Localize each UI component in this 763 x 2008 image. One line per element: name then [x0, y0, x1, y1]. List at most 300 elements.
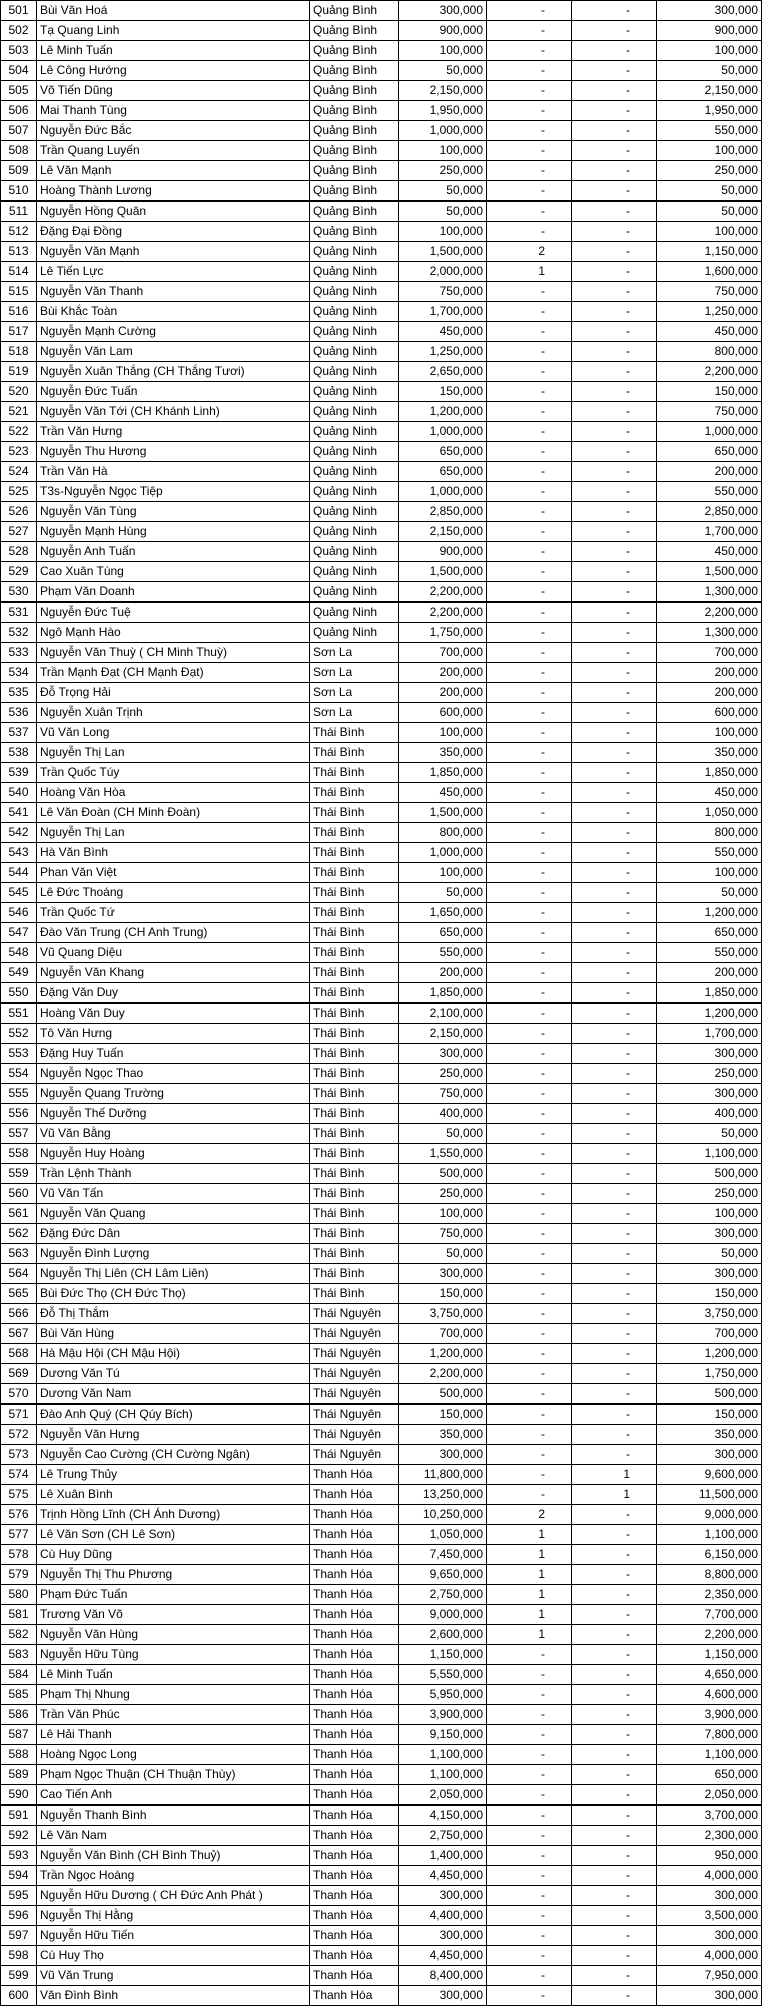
count-a-cell[interactable]: - — [487, 1264, 572, 1284]
amount-cell[interactable]: 250,000 — [399, 1184, 487, 1204]
customer-name-cell[interactable]: Dương Văn Nam — [37, 1384, 310, 1405]
customer-name-cell[interactable]: Cù Huy Dũng — [37, 1545, 310, 1565]
row-number-cell[interactable]: 535 — [1, 683, 37, 703]
province-cell[interactable]: Thanh Hóa — [310, 1665, 399, 1685]
total-cell[interactable]: 4,650,000 — [657, 1665, 762, 1685]
count-a-cell[interactable]: - — [487, 963, 572, 983]
amount-cell[interactable]: 4,150,000 — [399, 1805, 487, 1826]
total-cell[interactable]: 300,000 — [657, 1445, 762, 1465]
row-number-cell[interactable]: 542 — [1, 823, 37, 843]
count-a-cell[interactable]: - — [487, 522, 572, 542]
customer-name-cell[interactable]: Đào Văn Trung (CH Anh Trung) — [37, 923, 310, 943]
row-number-cell[interactable]: 545 — [1, 883, 37, 903]
customer-name-cell[interactable]: Đào Anh Quý (CH Qúy Bích) — [37, 1404, 310, 1425]
total-cell[interactable]: 450,000 — [657, 783, 762, 803]
total-cell[interactable]: 300,000 — [657, 1926, 762, 1946]
total-cell[interactable]: 250,000 — [657, 1184, 762, 1204]
count-b-cell[interactable]: - — [572, 803, 657, 823]
total-cell[interactable]: 11,500,000 — [657, 1485, 762, 1505]
count-a-cell[interactable]: - — [487, 643, 572, 663]
count-b-cell[interactable]: - — [572, 1986, 657, 2006]
province-cell[interactable]: Thái Bình — [310, 1184, 399, 1204]
province-cell[interactable]: Thanh Hóa — [310, 1705, 399, 1725]
row-number-cell[interactable]: 513 — [1, 242, 37, 262]
amount-cell[interactable]: 1,400,000 — [399, 1846, 487, 1866]
row-number-cell[interactable]: 595 — [1, 1886, 37, 1906]
row-number-cell[interactable]: 596 — [1, 1906, 37, 1926]
count-b-cell[interactable]: - — [572, 1906, 657, 1926]
row-number-cell[interactable]: 589 — [1, 1765, 37, 1785]
province-cell[interactable]: Thanh Hóa — [310, 1725, 399, 1745]
count-a-cell[interactable]: - — [487, 602, 572, 623]
row-number-cell[interactable]: 504 — [1, 61, 37, 81]
province-cell[interactable]: Quảng Bình — [310, 101, 399, 121]
count-b-cell[interactable]: - — [572, 41, 657, 61]
amount-cell[interactable]: 1,000,000 — [399, 121, 487, 141]
amount-cell[interactable]: 100,000 — [399, 1204, 487, 1224]
row-number-cell[interactable]: 572 — [1, 1425, 37, 1445]
row-number-cell[interactable]: 511 — [1, 201, 37, 222]
count-a-cell[interactable]: - — [487, 1404, 572, 1425]
amount-cell[interactable]: 500,000 — [399, 1164, 487, 1184]
row-number-cell[interactable]: 541 — [1, 803, 37, 823]
amount-cell[interactable]: 650,000 — [399, 462, 487, 482]
total-cell[interactable]: 2,150,000 — [657, 81, 762, 101]
total-cell[interactable]: 1,750,000 — [657, 1364, 762, 1384]
row-number-cell[interactable]: 555 — [1, 1084, 37, 1104]
amount-cell[interactable]: 9,150,000 — [399, 1725, 487, 1745]
count-b-cell[interactable]: - — [572, 81, 657, 101]
province-cell[interactable]: Quảng Bình — [310, 121, 399, 141]
row-number-cell[interactable]: 526 — [1, 502, 37, 522]
amount-cell[interactable]: 2,000,000 — [399, 262, 487, 282]
amount-cell[interactable]: 1,100,000 — [399, 1745, 487, 1765]
row-number-cell[interactable]: 556 — [1, 1104, 37, 1124]
amount-cell[interactable]: 1,650,000 — [399, 903, 487, 923]
total-cell[interactable]: 700,000 — [657, 643, 762, 663]
province-cell[interactable]: Quảng Ninh — [310, 342, 399, 362]
total-cell[interactable]: 1,150,000 — [657, 1645, 762, 1665]
total-cell[interactable]: 50,000 — [657, 1124, 762, 1144]
province-cell[interactable]: Thái Bình — [310, 803, 399, 823]
amount-cell[interactable]: 1,100,000 — [399, 1765, 487, 1785]
count-b-cell[interactable]: - — [572, 623, 657, 643]
total-cell[interactable]: 550,000 — [657, 943, 762, 963]
province-cell[interactable]: Thái Nguyên — [310, 1384, 399, 1405]
amount-cell[interactable]: 2,150,000 — [399, 81, 487, 101]
total-cell[interactable]: 1,700,000 — [657, 522, 762, 542]
total-cell[interactable]: 4,600,000 — [657, 1685, 762, 1705]
total-cell[interactable]: 4,000,000 — [657, 1866, 762, 1886]
count-b-cell[interactable]: - — [572, 823, 657, 843]
total-cell[interactable]: 200,000 — [657, 462, 762, 482]
customer-name-cell[interactable]: Trần Văn Phúc — [37, 1705, 310, 1725]
customer-name-cell[interactable]: Nguyễn Hữu Tiến — [37, 1926, 310, 1946]
total-cell[interactable]: 2,200,000 — [657, 602, 762, 623]
customer-name-cell[interactable]: Nguyễn Thị Lan — [37, 823, 310, 843]
row-number-cell[interactable]: 598 — [1, 1946, 37, 1966]
province-cell[interactable]: Thái Bình — [310, 1144, 399, 1164]
province-cell[interactable]: Quảng Bình — [310, 181, 399, 202]
row-number-cell[interactable]: 565 — [1, 1284, 37, 1304]
count-b-cell[interactable]: - — [572, 302, 657, 322]
amount-cell[interactable]: 1,000,000 — [399, 843, 487, 863]
row-number-cell[interactable]: 570 — [1, 1384, 37, 1405]
customer-name-cell[interactable]: Nguyễn Mạnh Hùng — [37, 522, 310, 542]
count-a-cell[interactable]: - — [487, 1003, 572, 1024]
count-b-cell[interactable]: - — [572, 1685, 657, 1705]
row-number-cell[interactable]: 539 — [1, 763, 37, 783]
row-number-cell[interactable]: 531 — [1, 602, 37, 623]
customer-name-cell[interactable]: Nguyễn Thị Liên (CH Lâm Liên) — [37, 1264, 310, 1284]
province-cell[interactable]: Thanh Hóa — [310, 1505, 399, 1525]
customer-name-cell[interactable]: Đỗ Thị Thắm — [37, 1304, 310, 1324]
amount-cell[interactable]: 2,200,000 — [399, 1364, 487, 1384]
customer-name-cell[interactable]: Ngô Mạnh Hào — [37, 623, 310, 643]
customer-name-cell[interactable]: Bùi Văn Hùng — [37, 1324, 310, 1344]
count-b-cell[interactable]: - — [572, 843, 657, 863]
row-number-cell[interactable]: 520 — [1, 382, 37, 402]
customer-name-cell[interactable]: Trần Lệnh Thành — [37, 1164, 310, 1184]
count-b-cell[interactable]: - — [572, 1725, 657, 1745]
count-b-cell[interactable]: - — [572, 743, 657, 763]
customer-name-cell[interactable]: Võ Tiến Dũng — [37, 81, 310, 101]
count-b-cell[interactable]: - — [572, 1184, 657, 1204]
amount-cell[interactable]: 1,500,000 — [399, 803, 487, 823]
row-number-cell[interactable]: 577 — [1, 1525, 37, 1545]
count-b-cell[interactable]: - — [572, 562, 657, 582]
count-b-cell[interactable]: - — [572, 1284, 657, 1304]
province-cell[interactable]: Thanh Hóa — [310, 1986, 399, 2006]
count-b-cell[interactable]: - — [572, 201, 657, 222]
province-cell[interactable]: Thái Nguyên — [310, 1304, 399, 1324]
row-number-cell[interactable]: 550 — [1, 983, 37, 1004]
count-b-cell[interactable]: - — [572, 1084, 657, 1104]
count-a-cell[interactable]: - — [487, 903, 572, 923]
row-number-cell[interactable]: 502 — [1, 21, 37, 41]
count-b-cell[interactable]: - — [572, 1846, 657, 1866]
total-cell[interactable]: 8,800,000 — [657, 1565, 762, 1585]
row-number-cell[interactable]: 512 — [1, 222, 37, 242]
total-cell[interactable]: 150,000 — [657, 1404, 762, 1425]
amount-cell[interactable]: 300,000 — [399, 1886, 487, 1906]
count-a-cell[interactable]: - — [487, 1866, 572, 1886]
customer-name-cell[interactable]: Nguyễn Văn Lam — [37, 342, 310, 362]
count-b-cell[interactable]: - — [572, 1064, 657, 1084]
province-cell[interactable]: Quảng Ninh — [310, 362, 399, 382]
customer-name-cell[interactable]: Tạ Quang Linh — [37, 21, 310, 41]
province-cell[interactable]: Thanh Hóa — [310, 1485, 399, 1505]
total-cell[interactable]: 800,000 — [657, 823, 762, 843]
count-b-cell[interactable]: - — [572, 1425, 657, 1445]
count-a-cell[interactable]: - — [487, 181, 572, 202]
amount-cell[interactable]: 750,000 — [399, 1224, 487, 1244]
amount-cell[interactable]: 550,000 — [399, 943, 487, 963]
row-number-cell[interactable]: 568 — [1, 1344, 37, 1364]
count-b-cell[interactable]: - — [572, 602, 657, 623]
province-cell[interactable]: Thái Bình — [310, 883, 399, 903]
customer-name-cell[interactable]: Cao Xuân Tùng — [37, 562, 310, 582]
amount-cell[interactable]: 2,200,000 — [399, 582, 487, 603]
count-a-cell[interactable]: - — [487, 1324, 572, 1344]
customer-name-cell[interactable]: Phạm Thị Nhung — [37, 1685, 310, 1705]
province-cell[interactable]: Thái Nguyên — [310, 1344, 399, 1364]
count-b-cell[interactable]: - — [572, 342, 657, 362]
count-a-cell[interactable]: - — [487, 1685, 572, 1705]
row-number-cell[interactable]: 571 — [1, 1404, 37, 1425]
count-b-cell[interactable]: - — [572, 1264, 657, 1284]
count-a-cell[interactable]: - — [487, 843, 572, 863]
amount-cell[interactable]: 50,000 — [399, 883, 487, 903]
province-cell[interactable]: Thái Bình — [310, 1224, 399, 1244]
customer-name-cell[interactable]: Nguyễn Thanh Bình — [37, 1805, 310, 1826]
customer-name-cell[interactable]: Lê Minh Tuấn — [37, 41, 310, 61]
total-cell[interactable]: 1,100,000 — [657, 1144, 762, 1164]
total-cell[interactable]: 250,000 — [657, 161, 762, 181]
amount-cell[interactable]: 1,200,000 — [399, 1344, 487, 1364]
row-number-cell[interactable]: 564 — [1, 1264, 37, 1284]
count-a-cell[interactable]: - — [487, 1304, 572, 1324]
total-cell[interactable]: 1,850,000 — [657, 763, 762, 783]
count-b-cell[interactable]: - — [572, 1144, 657, 1164]
customer-name-cell[interactable]: Trần Văn Hà — [37, 462, 310, 482]
total-cell[interactable]: 100,000 — [657, 141, 762, 161]
count-b-cell[interactable]: - — [572, 582, 657, 603]
amount-cell[interactable]: 2,050,000 — [399, 1785, 487, 1806]
row-number-cell[interactable]: 590 — [1, 1785, 37, 1806]
total-cell[interactable]: 1,000,000 — [657, 422, 762, 442]
row-number-cell[interactable]: 544 — [1, 863, 37, 883]
row-number-cell[interactable]: 600 — [1, 1986, 37, 2006]
count-a-cell[interactable]: - — [487, 1705, 572, 1725]
customer-name-cell[interactable]: Nguyễn Đức Tuấn — [37, 382, 310, 402]
customer-name-cell[interactable]: Nguyễn Đình Lượng — [37, 1244, 310, 1264]
amount-cell[interactable]: 100,000 — [399, 141, 487, 161]
province-cell[interactable]: Thái Bình — [310, 1284, 399, 1304]
count-a-cell[interactable]: - — [487, 21, 572, 41]
customer-name-cell[interactable]: Lê Trung Thủy — [37, 1465, 310, 1485]
total-cell[interactable]: 7,800,000 — [657, 1725, 762, 1745]
province-cell[interactable]: Quảng Ninh — [310, 402, 399, 422]
amount-cell[interactable]: 4,450,000 — [399, 1946, 487, 1966]
count-b-cell[interactable]: - — [572, 1404, 657, 1425]
count-a-cell[interactable]: - — [487, 683, 572, 703]
customer-name-cell[interactable]: Phạm Ngọc Thuận (CH Thuận Thùy) — [37, 1765, 310, 1785]
total-cell[interactable]: 350,000 — [657, 743, 762, 763]
count-b-cell[interactable]: - — [572, 1324, 657, 1344]
total-cell[interactable]: 1,700,000 — [657, 1024, 762, 1044]
customer-name-cell[interactable]: Nguyễn Văn Quang — [37, 1204, 310, 1224]
total-cell[interactable]: 300,000 — [657, 1044, 762, 1064]
row-number-cell[interactable]: 540 — [1, 783, 37, 803]
row-number-cell[interactable]: 560 — [1, 1184, 37, 1204]
amount-cell[interactable]: 350,000 — [399, 1425, 487, 1445]
amount-cell[interactable]: 150,000 — [399, 1404, 487, 1425]
province-cell[interactable]: Quảng Ninh — [310, 242, 399, 262]
province-cell[interactable]: Thái Bình — [310, 1164, 399, 1184]
customer-name-cell[interactable]: Trần Mạnh Đạt (CH Mạnh Đạt) — [37, 663, 310, 683]
amount-cell[interactable]: 1,950,000 — [399, 101, 487, 121]
customer-name-cell[interactable]: Hà Văn Bình — [37, 843, 310, 863]
count-a-cell[interactable]: - — [487, 1364, 572, 1384]
province-cell[interactable]: Thanh Hóa — [310, 1645, 399, 1665]
count-a-cell[interactable]: - — [487, 222, 572, 242]
customer-name-cell[interactable]: Lê Hải Thanh — [37, 1725, 310, 1745]
count-a-cell[interactable]: - — [487, 1384, 572, 1405]
count-a-cell[interactable]: - — [487, 1906, 572, 1926]
count-b-cell[interactable]: - — [572, 1204, 657, 1224]
total-cell[interactable]: 550,000 — [657, 482, 762, 502]
row-number-cell[interactable]: 579 — [1, 1565, 37, 1585]
count-a-cell[interactable]: - — [487, 582, 572, 603]
amount-cell[interactable]: 1,500,000 — [399, 242, 487, 262]
total-cell[interactable]: 50,000 — [657, 883, 762, 903]
count-b-cell[interactable]: - — [572, 61, 657, 81]
customer-name-cell[interactable]: Vũ Văn Bằng — [37, 1124, 310, 1144]
total-cell[interactable]: 150,000 — [657, 382, 762, 402]
count-a-cell[interactable]: 1 — [487, 1545, 572, 1565]
province-cell[interactable]: Thái Bình — [310, 1104, 399, 1124]
count-b-cell[interactable]: - — [572, 382, 657, 402]
amount-cell[interactable]: 900,000 — [399, 21, 487, 41]
province-cell[interactable]: Thanh Hóa — [310, 1966, 399, 1986]
count-a-cell[interactable]: - — [487, 743, 572, 763]
total-cell[interactable]: 100,000 — [657, 1204, 762, 1224]
count-a-cell[interactable]: - — [487, 121, 572, 141]
row-number-cell[interactable]: 597 — [1, 1926, 37, 1946]
total-cell[interactable]: 3,500,000 — [657, 1906, 762, 1926]
customer-name-cell[interactable]: Bùi Khắc Toàn — [37, 302, 310, 322]
customer-name-cell[interactable]: Nguyễn Văn Tùng — [37, 502, 310, 522]
customer-name-cell[interactable]: Nguyễn Hồng Quân — [37, 201, 310, 222]
count-a-cell[interactable]: - — [487, 883, 572, 903]
customer-name-cell[interactable]: Lê Minh Tuấn — [37, 1665, 310, 1685]
count-a-cell[interactable]: - — [487, 1064, 572, 1084]
province-cell[interactable]: Quảng Ninh — [310, 482, 399, 502]
row-number-cell[interactable]: 574 — [1, 1465, 37, 1485]
count-b-cell[interactable]: - — [572, 783, 657, 803]
amount-cell[interactable]: 650,000 — [399, 923, 487, 943]
province-cell[interactable]: Thái Bình — [310, 1204, 399, 1224]
customer-name-cell[interactable]: Nguyễn Văn Hùng — [37, 1625, 310, 1645]
province-cell[interactable]: Quảng Ninh — [310, 562, 399, 582]
amount-cell[interactable]: 5,950,000 — [399, 1685, 487, 1705]
count-b-cell[interactable]: - — [572, 21, 657, 41]
amount-cell[interactable]: 1,700,000 — [399, 302, 487, 322]
count-b-cell[interactable]: - — [572, 1605, 657, 1625]
row-number-cell[interactable]: 576 — [1, 1505, 37, 1525]
count-a-cell[interactable]: 1 — [487, 1605, 572, 1625]
row-number-cell[interactable]: 593 — [1, 1846, 37, 1866]
province-cell[interactable]: Thái Nguyên — [310, 1445, 399, 1465]
count-b-cell[interactable]: - — [572, 1384, 657, 1405]
province-cell[interactable]: Thái Bình — [310, 943, 399, 963]
total-cell[interactable]: 2,300,000 — [657, 1826, 762, 1846]
amount-cell[interactable]: 1,500,000 — [399, 562, 487, 582]
customer-name-cell[interactable]: Vũ Văn Trung — [37, 1966, 310, 1986]
amount-cell[interactable]: 300,000 — [399, 1445, 487, 1465]
customer-name-cell[interactable]: Nguyễn Mạnh Cường — [37, 322, 310, 342]
amount-cell[interactable]: 100,000 — [399, 863, 487, 883]
count-a-cell[interactable]: - — [487, 161, 572, 181]
total-cell[interactable]: 3,700,000 — [657, 1805, 762, 1826]
count-a-cell[interactable]: - — [487, 1465, 572, 1485]
total-cell[interactable]: 7,700,000 — [657, 1605, 762, 1625]
customer-name-cell[interactable]: Dương Văn Tú — [37, 1364, 310, 1384]
province-cell[interactable]: Quảng Ninh — [310, 502, 399, 522]
total-cell[interactable]: 9,000,000 — [657, 1505, 762, 1525]
count-a-cell[interactable]: - — [487, 61, 572, 81]
count-a-cell[interactable]: - — [487, 1224, 572, 1244]
count-b-cell[interactable]: 1 — [572, 1465, 657, 1485]
amount-cell[interactable]: 250,000 — [399, 1064, 487, 1084]
count-b-cell[interactable]: - — [572, 1545, 657, 1565]
amount-cell[interactable]: 50,000 — [399, 1124, 487, 1144]
count-a-cell[interactable]: - — [487, 943, 572, 963]
amount-cell[interactable]: 2,650,000 — [399, 362, 487, 382]
amount-cell[interactable]: 1,050,000 — [399, 1525, 487, 1545]
amount-cell[interactable]: 500,000 — [399, 1384, 487, 1405]
amount-cell[interactable]: 300,000 — [399, 1044, 487, 1064]
row-number-cell[interactable]: 524 — [1, 462, 37, 482]
count-a-cell[interactable]: - — [487, 1785, 572, 1806]
total-cell[interactable]: 50,000 — [657, 181, 762, 202]
amount-cell[interactable]: 13,250,000 — [399, 1485, 487, 1505]
amount-cell[interactable]: 150,000 — [399, 1284, 487, 1304]
row-number-cell[interactable]: 566 — [1, 1304, 37, 1324]
province-cell[interactable]: Thái Bình — [310, 843, 399, 863]
amount-cell[interactable]: 900,000 — [399, 542, 487, 562]
count-b-cell[interactable]: - — [572, 943, 657, 963]
count-a-cell[interactable]: - — [487, 1184, 572, 1204]
count-a-cell[interactable]: - — [487, 1966, 572, 1986]
province-cell[interactable]: Quảng Ninh — [310, 602, 399, 623]
total-cell[interactable]: 800,000 — [657, 342, 762, 362]
province-cell[interactable]: Thanh Hóa — [310, 1846, 399, 1866]
count-b-cell[interactable]: - — [572, 1625, 657, 1645]
customer-name-cell[interactable]: Hoàng Văn Hòa — [37, 783, 310, 803]
customer-name-cell[interactable]: Hoàng Thành Lương — [37, 181, 310, 202]
customer-name-cell[interactable]: Hà Mậu Hội (CH Mậu Hội) — [37, 1344, 310, 1364]
row-number-cell[interactable]: 528 — [1, 542, 37, 562]
total-cell[interactable]: 1,100,000 — [657, 1745, 762, 1765]
row-number-cell[interactable]: 537 — [1, 723, 37, 743]
row-number-cell[interactable]: 547 — [1, 923, 37, 943]
amount-cell[interactable]: 4,450,000 — [399, 1866, 487, 1886]
amount-cell[interactable]: 50,000 — [399, 61, 487, 81]
total-cell[interactable]: 1,300,000 — [657, 623, 762, 643]
count-b-cell[interactable]: - — [572, 1164, 657, 1184]
count-a-cell[interactable]: - — [487, 1284, 572, 1304]
row-number-cell[interactable]: 534 — [1, 663, 37, 683]
count-a-cell[interactable]: - — [487, 1485, 572, 1505]
count-b-cell[interactable]: - — [572, 963, 657, 983]
province-cell[interactable]: Thái Bình — [310, 783, 399, 803]
amount-cell[interactable]: 8,400,000 — [399, 1966, 487, 1986]
row-number-cell[interactable]: 559 — [1, 1164, 37, 1184]
total-cell[interactable]: 2,200,000 — [657, 362, 762, 382]
count-a-cell[interactable]: - — [487, 1826, 572, 1846]
count-a-cell[interactable]: - — [487, 1104, 572, 1124]
customer-name-cell[interactable]: Đỗ Trọng Hải — [37, 683, 310, 703]
province-cell[interactable]: Quảng Ninh — [310, 382, 399, 402]
count-a-cell[interactable]: - — [487, 1445, 572, 1465]
row-number-cell[interactable]: 573 — [1, 1445, 37, 1465]
customer-name-cell[interactable]: Nguyễn Huy Hoàng — [37, 1144, 310, 1164]
count-a-cell[interactable]: - — [487, 1765, 572, 1785]
customer-name-cell[interactable]: Nguyễn Ngọc Thao — [37, 1064, 310, 1084]
amount-cell[interactable]: 300,000 — [399, 1986, 487, 2006]
